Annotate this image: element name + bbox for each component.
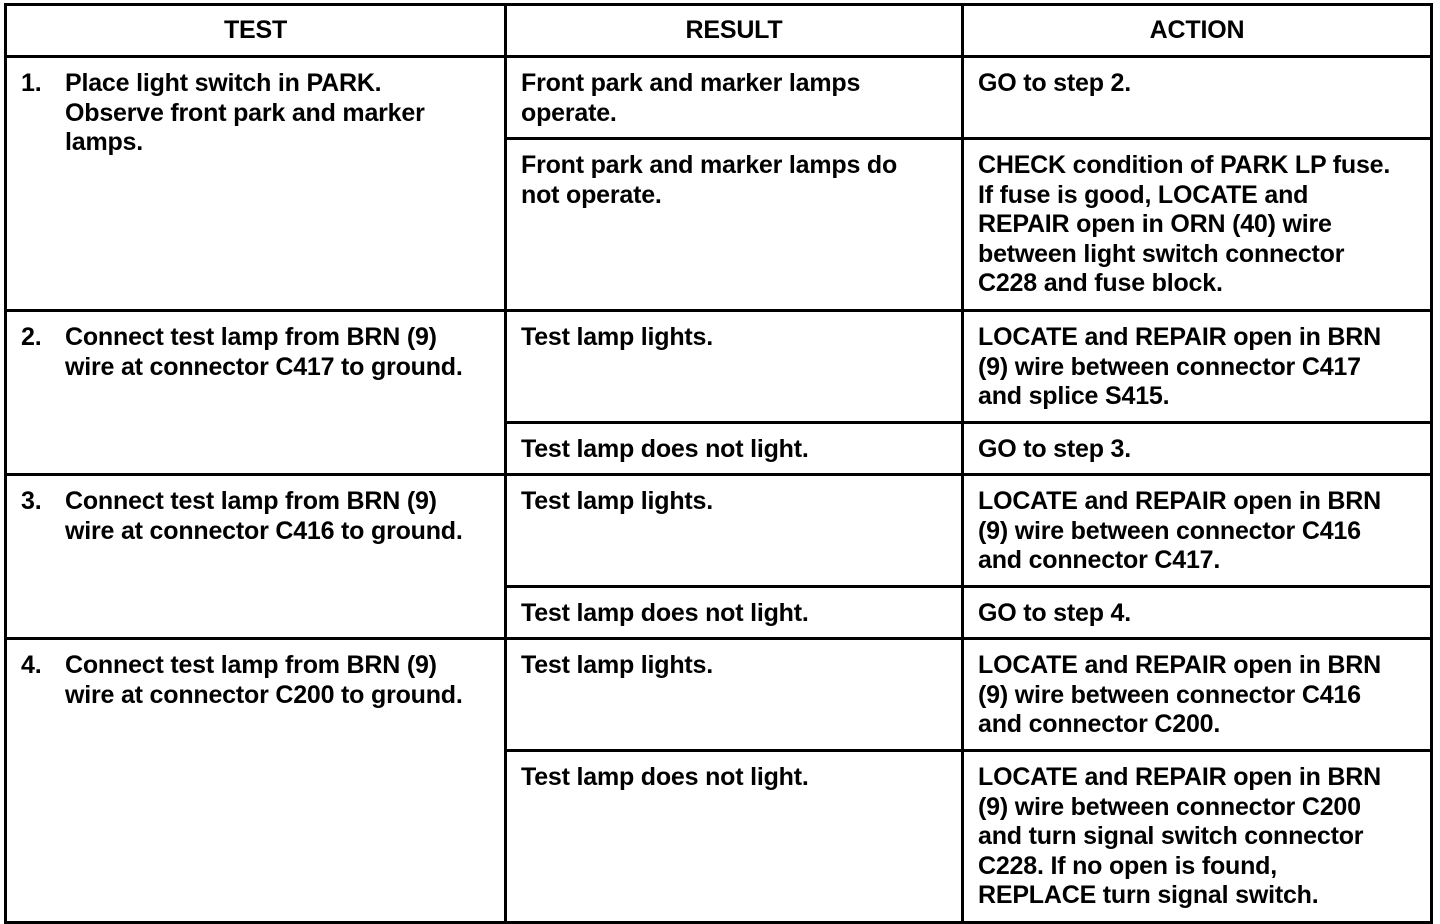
action-text: CHECK condition of PARK LP fuse. If fuse is good, LOCATE and REPAIR open in ORN (40) wire between light switch connector C228 and fuse block. [978,151,1391,297]
action-text: LOCATE and REPAIR open in BRN (9) wire between connector C416 and connector C417. [978,487,1381,574]
step-number: 4. [21,651,42,679]
table-row [6,57,1432,139]
action-cell [963,639,1432,751]
action-text: LOCATE and REPAIR open in BRN (9) wire between connector C416 and connector C200. [978,651,1381,738]
result-text: Test lamp lights. [521,487,713,515]
test-cell-step-4 [6,639,506,923]
table-row [6,639,1432,751]
result-text: Test lamp lights. [521,323,713,351]
action-cell [963,423,1432,475]
test-cell-step-1 [6,57,506,311]
test-text: Connect test lamp from BRN (9) wire at connector C200 to ground. [65,651,463,709]
test-text: Connect test lamp from BRN (9) wire at connector C416 to ground. [65,487,463,545]
result-text: Test lamp does not light. [521,599,809,627]
result-cell [506,639,963,751]
action-text: GO to step 2. [978,69,1131,97]
result-cell [506,475,963,587]
action-cell [963,475,1432,587]
test-cell-step-2 [6,311,506,475]
diagnostic-table [4,3,1433,924]
result-cell [506,587,963,639]
step-number: 1. [21,69,42,97]
action-cell [963,587,1432,639]
test-text: Place light switch in PARK. Observe front park and marker lamps. [65,69,425,156]
action-cell [963,139,1432,311]
header-row [6,5,1432,57]
header-result: RESULT [506,5,963,57]
header-action: ACTION [963,5,1432,57]
result-cell [506,751,963,923]
header-test: TEST [6,5,506,57]
action-text: LOCATE and REPAIR open in BRN (9) wire between connector C200 and turn signal switch connector C228. If no open is found, REPLACE turn signal switch. [978,763,1381,909]
action-cell [963,311,1432,423]
result-cell [506,423,963,475]
action-text: LOCATE and REPAIR open in BRN (9) wire between connector C417 and splice S415. [978,323,1381,410]
action-text: GO to step 4. [978,599,1131,627]
result-cell [506,57,963,139]
result-cell [506,311,963,423]
result-text: Test lamp does not light. [521,763,809,791]
action-cell [963,57,1432,139]
result-cell [506,139,963,311]
table-row [6,311,1432,423]
result-text: Test lamp does not light. [521,435,809,463]
step-number: 3. [21,487,42,515]
action-text: GO to step 3. [978,435,1131,463]
action-cell [963,751,1432,923]
step-number: 2. [21,323,42,351]
table-row [6,475,1432,587]
result-text: Front park and marker lamps operate. [521,69,861,127]
result-text: Test lamp lights. [521,651,713,679]
test-text: Connect test lamp from BRN (9) wire at connector C417 to ground. [65,323,463,381]
test-cell-step-3 [6,475,506,639]
result-text: Front park and marker lamps do not operate. [521,151,898,209]
